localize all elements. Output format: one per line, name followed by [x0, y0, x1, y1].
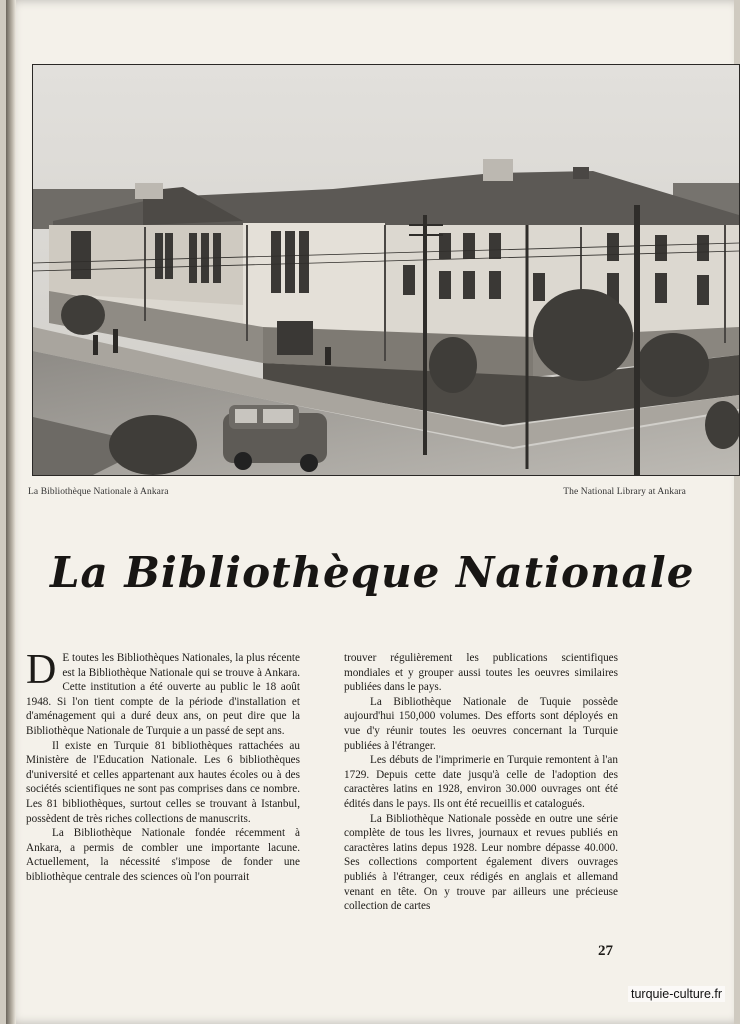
- article-column-left: [26, 647, 300, 885]
- article-title: La Bibliothèque Nationale: [50, 548, 695, 597]
- drop-cap: D: [26, 647, 57, 693]
- page-number: 27: [598, 943, 613, 959]
- paragraph: Les débuts de l'imprimerie en Turquie remontent à l'an 1729. Depuis cette date jusqu'à celle de l'adoption des caractères latins en 1928, environ 30.000 ouvrages ont été édités dans le pays. Ils ont été recueillis et catalogués.: [344, 754, 618, 810]
- paragraph: La Bibliothèque Nationale de Tuquie possède aujourd'hui 150,000 volumes. Des efforts sont déployés en vue d'y réunir toutes les oeuvres concernant la Turquie publiées à l'étranger.: [344, 695, 618, 752]
- page-binding-shadow: [6, 0, 16, 1024]
- article-column-right: [344, 651, 618, 914]
- paragraph: trouver régulièrement les publications scientifiques mondiales et y grouper aussi toutes les oeuvres similaires publiées dans le pays.: [344, 652, 618, 694]
- paragraph: La Bibliothèque Nationale fondée récemment à Ankara, a permis de combler une importante lacune. Actuellement, la nécessité s'impose de fonder une bibliothèque centrale des sciences où l'on pourrait: [26, 827, 300, 883]
- paragraph-text: E toutes les Bibliothèques Nationales, la plus récente est la Bibliothèque Nationale qui se trouve à Ankara. Cette institution a été ouverte au public le 18 août 1948. Si l'on tient compte de la période d'installation et d'aménagement qui a duré deux ans, on peut dire que la Bibliothèque Nationale de Turquie a un passé de sept ans.: [26, 652, 300, 737]
- paragraph: [26, 647, 300, 739]
- photo-caption-english: The National Library at Ankara: [563, 487, 686, 497]
- magazine-page: [6, 0, 734, 1024]
- photo-caption-french: La Bibliothèque Nationale à Ankara: [28, 487, 169, 497]
- watermark: turquie-culture.fr: [628, 986, 725, 1002]
- library-building-photo: [32, 64, 740, 476]
- paragraph: Il existe en Turquie 81 bibliothèques rattachées au Ministère de l'Education Nationale. Les 6 bibliothèques d'université et celles appartenant aux hautes écoles ou à des sociétés scientifiques ne sont pas comprises dans ce nombre. Les 81 bibliothèques, surtout celles se trouvant à Istanbul, possèdent de très riches collections de manuscrits.: [26, 739, 300, 825]
- paragraph: La Bibliothèque Nationale possède en outre une série complète de tous les livres, journaux et revues publiés en caractères latins depus 1928. Leur nombre dépasse 40.000. Ses collections comportent également divers ouvrages publiés à l'étranger, ceux rédigés en anglais et allemand venant en tête. On y trouve par ailleurs une précieuse collection de cartes: [344, 812, 618, 913]
